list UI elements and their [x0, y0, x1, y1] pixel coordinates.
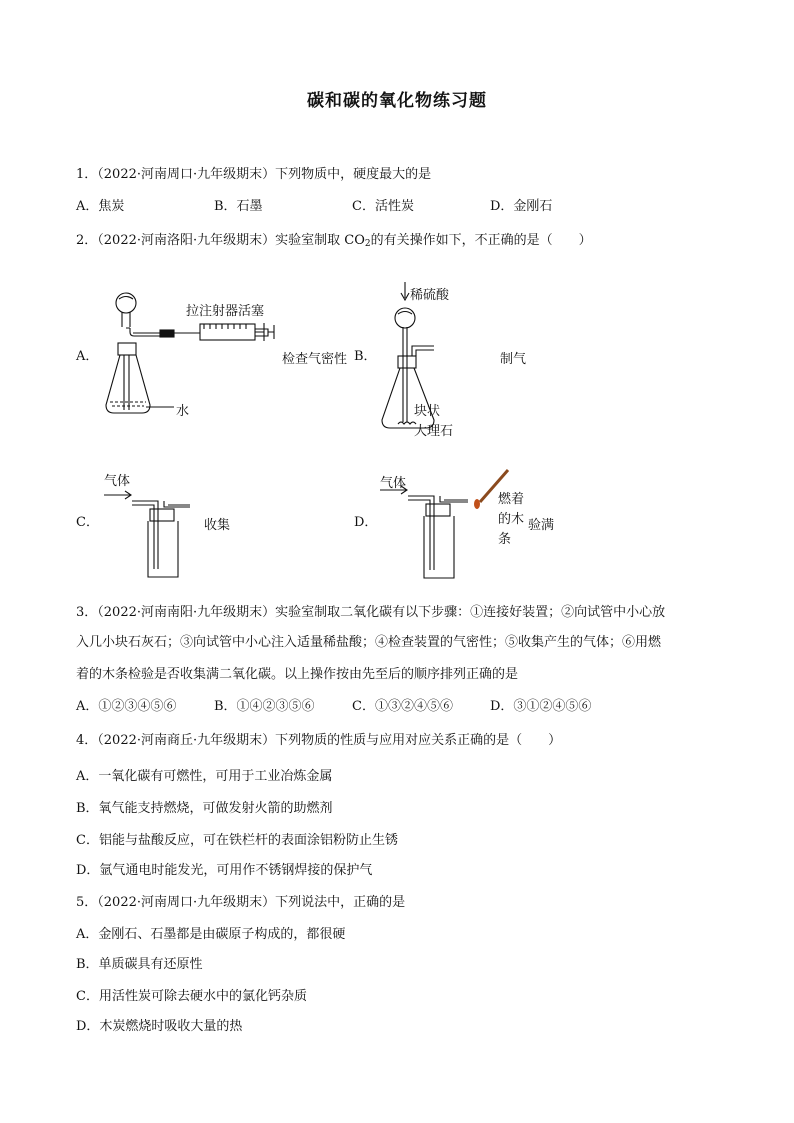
- q2-b-caption: 制气: [500, 352, 527, 367]
- q2-stem: [76, 232, 592, 253]
- q1-option-b: B．石墨: [214, 199, 263, 214]
- q2-b-letter: B．: [354, 349, 377, 364]
- q2-a-label-water: 水: [176, 404, 190, 419]
- q1-stem: 1．（2022·河南周口·九年级期末）下列物质中，硬度最大的是: [76, 167, 432, 182]
- q3-option-d: D．③①②④⑤⑥: [490, 699, 592, 714]
- q2-d-label-stick3: 条: [498, 532, 512, 547]
- q4-option-a: A．一氧化碳有可燃性，可用于工业冶炼金属: [76, 769, 333, 784]
- q5-stem: 5．（2022·河南周口·九年级期末）下列说法中，正确的是: [76, 895, 406, 910]
- q2-d-caption: 验满: [528, 518, 555, 533]
- q2-stem-sub: 2: [364, 239, 371, 249]
- q5-option-b: B．单质碳具有还原性: [76, 957, 203, 972]
- q2-d-label-stick2: 的木: [498, 512, 525, 527]
- q4-stem: 4．（2022·河南商丘·九年级期末）下列物质的性质与应用对应关系正确的是（ ）: [76, 733, 562, 748]
- q2-c-label-gas: 气体: [104, 474, 131, 489]
- q3-line1: 3．（2022·河南南阳·九年级期末）实验室制取二氧化碳有以下步骤：①连接好装置；②向试管中小心放: [76, 605, 666, 620]
- q1-option-c: C．活性炭: [352, 199, 414, 214]
- q5-option-d: D．木炭燃烧时吸收大量的热: [76, 1019, 243, 1034]
- figure-gas-collection: [100, 485, 200, 585]
- q2-c-caption: 收集: [204, 518, 231, 533]
- q1-option-a: A．焦炭: [76, 199, 125, 214]
- q2-b-label-acid: 稀硫酸: [410, 288, 450, 303]
- q2-stem-pre: 2．（2022·河南洛阳·九年级期末）实验室制取 CO: [76, 233, 365, 248]
- q2-c-letter: C．: [76, 515, 99, 530]
- q2-d-label-stick1: 燃着: [498, 492, 525, 507]
- q5-option-a: A．金刚石、石墨都是由碳原子构成的，都很硬: [76, 927, 346, 942]
- q4-option-c: C．铝能与盐酸反应，可在铁栏杆的表面涂铝粉防止生锈: [76, 833, 398, 848]
- q3-option-a: A．①②③④⑤⑥: [76, 699, 177, 714]
- q3-option-b: B．①④②③⑤⑥: [214, 699, 315, 714]
- q2-stem-post: 的有关操作如下，不正确的是（ ）: [370, 233, 592, 248]
- q1-option-d: D．金刚石: [490, 199, 553, 214]
- q3-line2: 入几小块石灰石；③向试管中小心注入适量稀盐酸；④检查装置的气密性；⑤收集产生的气体；⑥用燃: [76, 635, 662, 650]
- q2-b-label-solid1: 块状: [414, 404, 441, 419]
- q2-b-label-solid2: 大理石: [414, 424, 454, 439]
- q4-option-b: B．氧气能支持燃烧，可做发射火箭的助燃剂: [76, 801, 333, 816]
- page-title: 碳和碳的氧化物练习题: [307, 91, 487, 111]
- q3-option-c: C．①③②④⑤⑥: [352, 699, 453, 714]
- q2-a-label-syringe: 拉注射器活塞: [186, 304, 265, 319]
- q2-a-letter: A．: [76, 349, 99, 364]
- q2-a-caption: 检查气密性: [282, 352, 348, 367]
- q3-line3: 着的木条检验是否收集满二氧化碳。以上操作按由先至后的顺序排列正确的是: [76, 667, 519, 682]
- q2-d-letter: D．: [354, 515, 378, 530]
- q2-d-label-gas: 气体: [380, 476, 407, 491]
- q5-option-c: C．用活性炭可除去硬水中的氯化钙杂质: [76, 989, 307, 1004]
- q4-option-d: D．氩气通电时能发光，可用作不锈钢焊接的保护气: [76, 863, 373, 878]
